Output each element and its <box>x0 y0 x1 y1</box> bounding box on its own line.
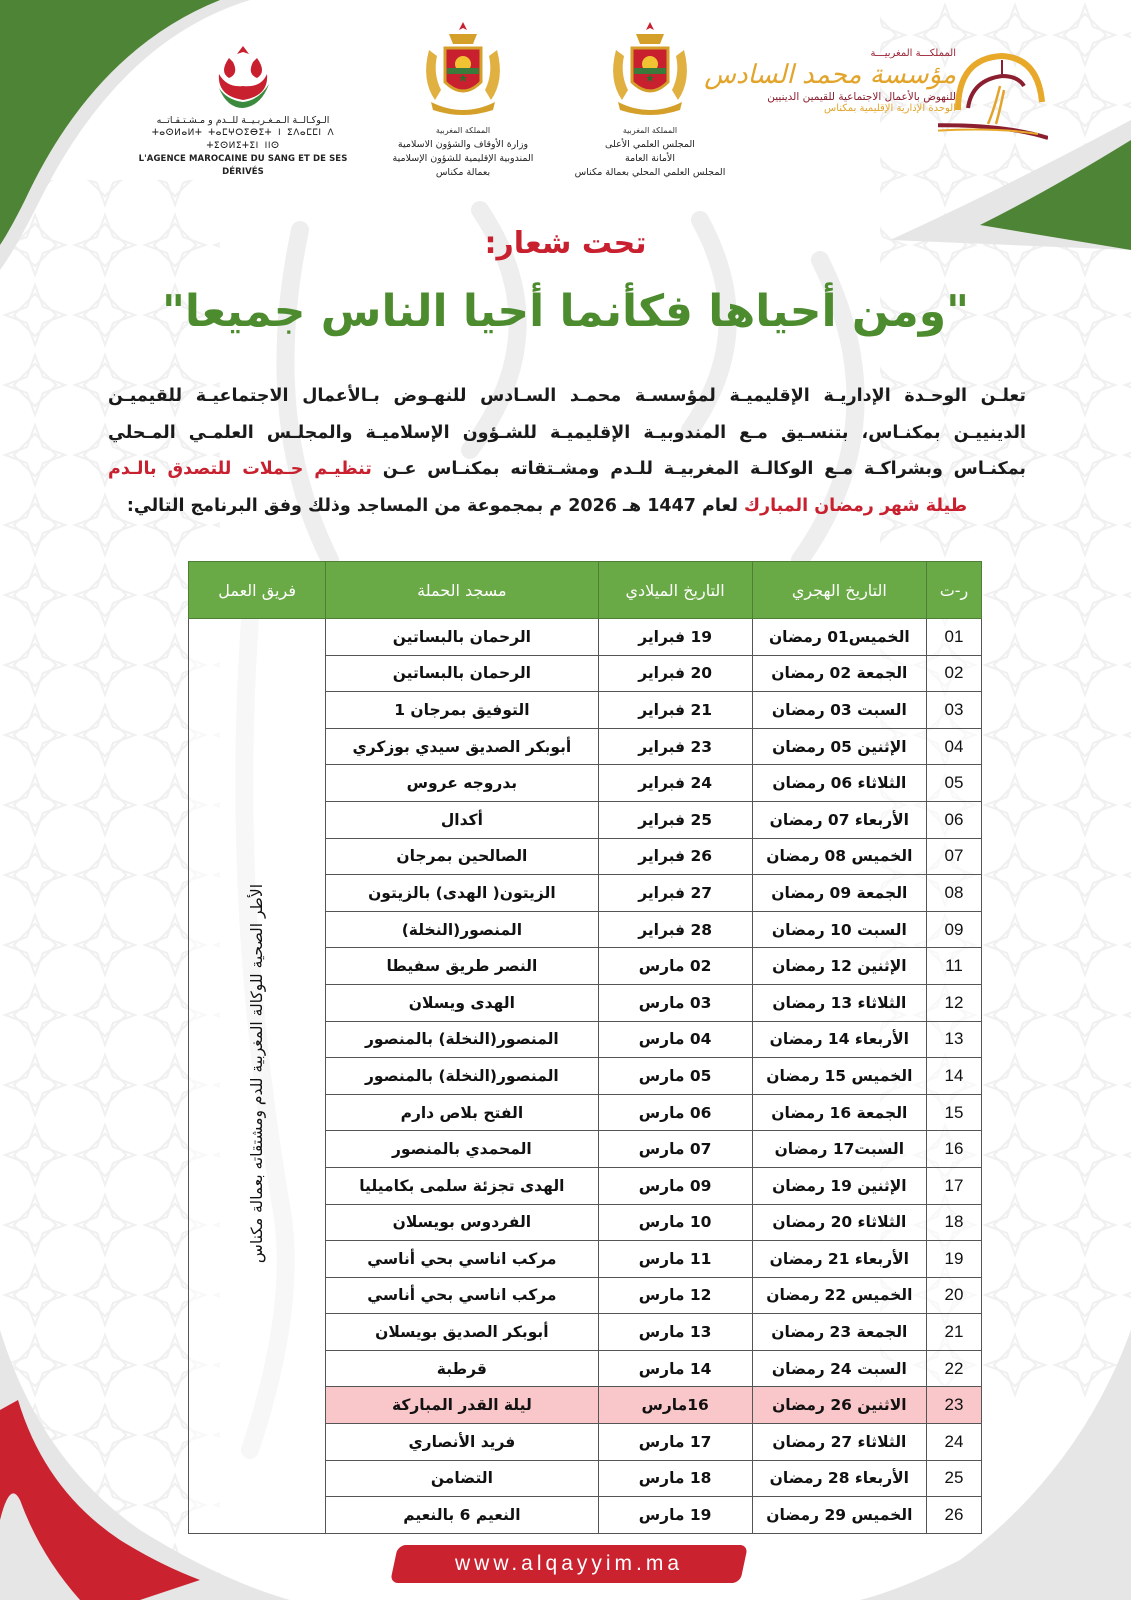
row-index: 12 <box>926 984 981 1021</box>
row-hijri-date: الجمعة 23 رمضان <box>752 1314 926 1351</box>
row-index: 08 <box>926 875 981 912</box>
agency-name-tifinagh: ⵜⴰⵙⵍⴰⵍⵜ ⵜⴰⵎⵖⵔⵉⴱⵉⵜ ⵏ ⵉⴷⴰⵎⵎⵏ ⴷ ⵜⵉⵙⵍⵉⵜⵉⵏ ⵏⵏⵙ <box>151 128 335 151</box>
row-mosque: المحمدي بالمنصور <box>326 1131 598 1168</box>
row-gregorian-date: 11 مارس <box>598 1241 752 1278</box>
row-mosque: المنصور(النخلة) بالمنصور <box>326 1021 598 1058</box>
header-gregorian-date: التاريخ الميلادي <box>598 562 752 619</box>
row-gregorian-date: 19 مارس <box>598 1497 752 1534</box>
row-index: 14 <box>926 1058 981 1095</box>
council-line-3: الأمانة العامة <box>625 153 675 164</box>
row-gregorian-date: 23 فبراير <box>598 728 752 765</box>
header-mosque: مسجد الحملة <box>326 562 598 619</box>
ministry-line-4: بعمالة مكناس <box>435 167 491 178</box>
row-hijri-date: الأربعاء 21 رمضان <box>752 1241 926 1278</box>
row-hijri-date: الجمعة 16 رمضان <box>752 1094 926 1131</box>
row-gregorian-date: 14 مارس <box>598 1350 752 1387</box>
row-gregorian-date: 21 فبراير <box>598 692 752 729</box>
moroccan-coat-of-arms-icon <box>415 20 511 120</box>
ministry-line-2: وزارة الأوقاف والشؤون الاسلامية <box>397 139 529 150</box>
row-index: 11 <box>926 948 981 985</box>
row-hijri-date: الثلاثاء 27 رمضان <box>752 1424 926 1461</box>
intro-ramadan-highlight: طيلة شهر رمضان المبارك <box>744 495 968 516</box>
row-gregorian-date: 20 فبراير <box>598 655 752 692</box>
row-gregorian-date: 16مارس <box>598 1387 752 1424</box>
header-team: فريق العمل <box>189 562 326 619</box>
row-hijri-date: الأربعاء 28 رمضان <box>752 1460 926 1497</box>
table-row <box>189 619 982 656</box>
ministry-line-3: المندوبية الإقليمية للشؤون الإسلامية <box>392 153 534 164</box>
row-gregorian-date: 09 مارس <box>598 1167 752 1204</box>
row-gregorian-date: 04 مارس <box>598 1021 752 1058</box>
row-index: 22 <box>926 1350 981 1387</box>
row-index: 23 <box>926 1387 981 1424</box>
row-hijri-date: الخميس 08 رمضان <box>752 838 926 875</box>
row-mosque: الزيتون( الهدى) بالزيتون <box>326 875 598 912</box>
row-index: 01 <box>926 619 981 656</box>
row-index: 02 <box>926 655 981 692</box>
row-mosque: الرحمان بالبساتين <box>326 655 598 692</box>
row-mosque: أبوبكر الصديق سيدي بوزكري <box>326 728 598 765</box>
table-header-row <box>189 562 982 619</box>
website-url: www.alqayyim.ma <box>454 1552 684 1575</box>
row-index: 04 <box>926 728 981 765</box>
blood-drop-hands-logo-icon <box>213 44 273 110</box>
row-mosque: قرطبة <box>326 1350 598 1387</box>
row-gregorian-date: 28 فبراير <box>598 911 752 948</box>
foundation-unit: الوحدة الإدارية الإقليمية بمكناس <box>824 103 956 114</box>
row-hijri-date: الخميس01 رمضان <box>752 619 926 656</box>
row-mosque: الفتح بلاص دارم <box>326 1094 598 1131</box>
row-hijri-date: الخميس 29 رمضان <box>752 1497 926 1534</box>
table-body <box>189 619 982 1534</box>
ministry-line-1: المملكة المغربية <box>435 126 491 135</box>
row-index: 25 <box>926 1460 981 1497</box>
row-mosque: مركب اناسي بحي أناسي <box>326 1277 598 1314</box>
foundation-text <box>704 48 956 114</box>
row-gregorian-date: 06 مارس <box>598 1094 752 1131</box>
row-gregorian-date: 07 مارس <box>598 1131 752 1168</box>
intro-line-4 <box>108 488 1026 525</box>
row-index: 15 <box>926 1094 981 1131</box>
row-index: 07 <box>926 838 981 875</box>
row-mosque: أبوبكر الصديق بويسلان <box>326 1314 598 1351</box>
foundation-subtitle: للنهوض بالأعمال الاجتماعية للقيمين الدينيين <box>767 91 956 103</box>
intro-line-1: تعلـن الوحـدة الإداريـة الإقليميـة لمؤسسـة محمـد السـادس للنهـوض بـالأعمال الاجتماعيـة للقيميـن <box>108 386 1026 406</box>
row-hijri-date: الاثنين 26 رمضان <box>752 1387 926 1424</box>
ministry-logo <box>378 20 548 180</box>
row-index: 18 <box>926 1204 981 1241</box>
row-hijri-date: الإثنين 19 رمضان <box>752 1167 926 1204</box>
row-hijri-date: الأربعاء 07 رمضان <box>752 801 926 838</box>
row-mosque: التوفيق بمرجان 1 <box>326 692 598 729</box>
row-hijri-date: الخميس 22 رمضان <box>752 1277 926 1314</box>
row-hijri-date: الثلاثاء 13 رمضان <box>752 984 926 1021</box>
row-hijri-date: الثلاثاء 20 رمضان <box>752 1204 926 1241</box>
foundation-kingdom: المملكـــة المغربيـــة <box>870 48 956 59</box>
row-mosque: النعيم 6 بالنعيم <box>326 1497 598 1534</box>
row-hijri-date: الجمعة 02 رمضان <box>752 655 926 692</box>
row-hijri-date: الأربعاء 14 رمضان <box>752 1021 926 1058</box>
agency-logo <box>128 44 358 179</box>
row-index: 06 <box>926 801 981 838</box>
council-line-4: المجلس العلمي المحلي بعمالة مكناس <box>574 167 726 178</box>
campaign-schedule-table <box>188 561 982 1534</box>
council-line-1: المملكة المغربية <box>622 126 678 135</box>
row-index: 24 <box>926 1424 981 1461</box>
row-index: 03 <box>926 692 981 729</box>
row-mosque: الهدى ويسلان <box>326 984 598 1021</box>
slogan-quote: "ومن أحياها فكأنما أحيا الناس جميعا" <box>162 286 969 337</box>
row-gregorian-date: 26 فبراير <box>598 838 752 875</box>
row-gregorian-date: 13 مارس <box>598 1314 752 1351</box>
row-gregorian-date: 27 فبراير <box>598 875 752 912</box>
row-gregorian-date: 03 مارس <box>598 984 752 1021</box>
header-hijri-date: التاريخ الهجري <box>752 562 926 619</box>
row-mosque: فريد الأنصاري <box>326 1424 598 1461</box>
row-index: 19 <box>926 1241 981 1278</box>
website-link[interactable] <box>390 1545 748 1583</box>
row-gregorian-date: 10 مارس <box>598 1204 752 1241</box>
row-mosque: الرحمان بالبساتين <box>326 619 598 656</box>
row-index: 17 <box>926 1167 981 1204</box>
row-gregorian-date: 17 مارس <box>598 1424 752 1461</box>
row-hijri-date: السبت 10 رمضان <box>752 911 926 948</box>
row-gregorian-date: 19 فبراير <box>598 619 752 656</box>
row-mosque: الفردوس بويسلان <box>326 1204 598 1241</box>
row-gregorian-date: 25 فبراير <box>598 801 752 838</box>
row-hijri-date: الإثنين 12 رمضان <box>752 948 926 985</box>
intro-campaign-highlight: تنظيـم حـملات للتصدق بالـدم <box>108 459 372 479</box>
row-gregorian-date: 24 فبراير <box>598 765 752 802</box>
row-mosque: أكدال <box>326 801 598 838</box>
row-gregorian-date: 02 مارس <box>598 948 752 985</box>
agency-name-french: L'AGENCE MAROCAINE DU SANG ET DE SES DÉRIVÉS <box>138 154 348 177</box>
intro-line-2: الدينييـن بمكنـاس، بتنسـيق مـع المندوبيـة الإقليميـة للشـؤون الإسلاميـة والمجلـس العلمـي المـحلي <box>108 422 1026 443</box>
row-hijri-date: السبت 24 رمضان <box>752 1350 926 1387</box>
foundation-name: مؤسسة محمد السادس <box>704 60 956 90</box>
row-gregorian-date: 05 مارس <box>598 1058 752 1095</box>
row-mosque: النصر طريق سفيطا <box>326 948 598 985</box>
row-mosque: التضامن <box>326 1460 598 1497</box>
agency-name-arabic: الـوكـالــة الـمـغـربـيــة للــدم و مـشـتـقـاتــه <box>156 115 330 126</box>
intro-line-4-text: لعام 1447 هـ 2026 م بمجموعة من المساجد وذلك وفق البرنامج التالي: <box>126 495 744 516</box>
row-mosque: ليلة القدر المباركة <box>326 1387 598 1424</box>
team-cell <box>189 619 326 1534</box>
row-mosque: الصالحين بمرجان <box>326 838 598 875</box>
row-index: 21 <box>926 1314 981 1351</box>
row-index: 05 <box>926 765 981 802</box>
team-value: الأطر الصحية للوكالة المغربية للدم ومشتقاته بعمالة مكناس <box>248 884 267 1264</box>
intro-paragraph <box>108 378 1026 524</box>
row-hijri-date: الإثنين 05 رمضان <box>752 728 926 765</box>
foundation-logo <box>704 44 1048 154</box>
row-hijri-date: الثلاثاء 06 رمضان <box>752 765 926 802</box>
row-hijri-date: السبت17 رمضان <box>752 1131 926 1168</box>
row-index: 20 <box>926 1277 981 1314</box>
slogan-label: تحت شعار: <box>484 226 647 261</box>
intro-line-3 <box>108 451 1026 488</box>
council-line-2: المجلس العلمي الأعلى <box>605 139 695 150</box>
row-mosque: المنصور(النخلة) بالمنصور <box>326 1058 598 1095</box>
row-mosque: بدروجه عروس <box>326 765 598 802</box>
row-mosque: مركب اناسي بحي أناسي <box>326 1241 598 1278</box>
header-index: ر-ت <box>926 562 981 619</box>
intro-line-3-text: بمكنـاس وبشراكـة مـع الوكالـة المغربيـة للـدم ومشـتقاته بمكنـاس عـن <box>371 459 1026 479</box>
row-index: 26 <box>926 1497 981 1534</box>
row-hijri-date: الخميس 15 رمضان <box>752 1058 926 1095</box>
row-mosque: الهدى تجزئة سلمى بكاميليا <box>326 1167 598 1204</box>
row-index: 13 <box>926 1021 981 1058</box>
row-hijri-date: السبت 03 رمضان <box>752 692 926 729</box>
moroccan-coat-of-arms-icon <box>602 20 698 120</box>
row-gregorian-date: 12 مارس <box>598 1277 752 1314</box>
row-hijri-date: الجمعة 09 رمضان <box>752 875 926 912</box>
row-index: 09 <box>926 911 981 948</box>
row-gregorian-date: 18 مارس <box>598 1460 752 1497</box>
row-index: 16 <box>926 1131 981 1168</box>
row-mosque: المنصور(النخلة) <box>326 911 598 948</box>
